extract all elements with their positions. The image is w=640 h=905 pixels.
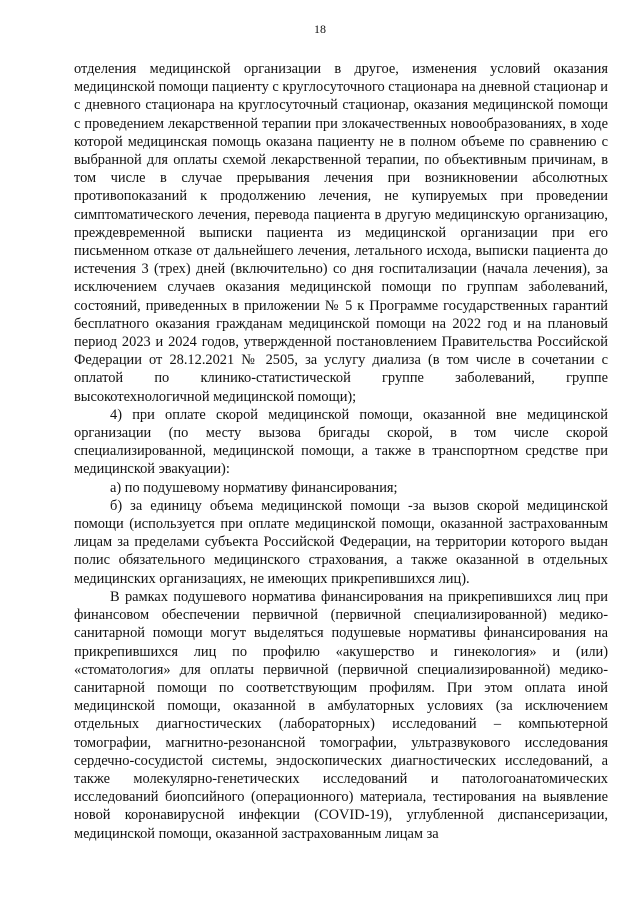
page-number: 18 — [314, 22, 326, 36]
document-body — [74, 60, 608, 843]
paragraph-item-4: 4) при оплате скорой медицинской помощи, оказанной вне медицинской организации (по месту вызова бригады скорой, в том числе скорой специализированной, медицинской помощи, а также в транспортном средстве при медицинской эвакуации): — [74, 406, 608, 478]
paragraph-continuation: отделения медицинской организации в другое, изменения условий оказания медицинской помощи пациенту с круглосуточного стационара на дневной стационар и с дневного стационара на круглосуточный стационар, оказания медицинской помощи с проведением лекарственной терапии при злокачественных новообразованиях, в ходе которой медицинская помощь оказана пациенту не в полном объеме по сравнению с выбранной для оплаты схемой лекарственной терапии, по объективным причинам, в том числе в случае прерывания лечения при возникновении абсолютных противопоказаний к продолжению лечения, не купируемых при проведении симптоматического лечения, перевода пациента в другую медицинскую организацию, преждевременной выписки пациента из медицинской организации при его письменном отказе от дальнейшего лечения, летального исхода, выписки пациента до истечения 3 (трех) дней (включительно) со дня госпитализации (начала лечения), за исключением случаев оказания медицинской помощи по группам заболеваний, состояний, приведенных в приложении № 5 к Программе государственных гарантий бесплатного оказания гражданам медицинской помощи на 2022 год и на плановый период 2023 и 2024 годов, утвержденной постановлением Правительства Российской Федерации от 28.12.2021 № 2505, за услугу диализа (в том числе в сочетании с оплатой по клинико-статистической группе заболеваний, группе высокотехнологичной медицинской помощи); — [74, 61, 608, 405]
paragraph-subitem-a: а) по подушевому нормативу финансирования; — [110, 479, 398, 496]
paragraph-subitem-b: б) за единицу объема медицинской помощи -за вызов скорой медицинской помощи (используется при оплате медицинской помощи, оказанной застрахованным лицам за пределами субъекта Российской Федерации, на территории которого выдан полис обязательного медицинского страхования, а также оказанной в отдельных медицинских организациях, не имеющих прикрепившихся лиц). — [74, 497, 608, 587]
paragraph-per-capita-financing: В рамках подушевого норматива финансирования на прикрепившихся лиц при финансовом обеспечении первичной (первичной специализированной) медико-санитарной помощи могут выделяться подушевые нормативы финансирования на прикрепившихся лиц по профилю «акушерство и гинекология» и (или) «стоматология» для оплаты первичной (первичной специализированной) медико-санитарной помощи по соответствующим профилям. При этом оплата иной медицинской помощи, оказанной в амбулаторных условиях (за исключением отдельных диагностических (лабораторных) исследований – компьютерной томографии, магнитно-резонансной томографии, ультразвукового исследования сердечно-сосудистой системы, эндоскопических диагностических исследований, а также молекулярно-генетических исследований и патологоанатомических исследований биопсийного (операционного) материала, тестирования на выявление новой коронавирусной инфекции (COVID-19), углубленной диспансеризации, медицинской помощи, оказанной застрахованным лицам за — [74, 588, 608, 842]
